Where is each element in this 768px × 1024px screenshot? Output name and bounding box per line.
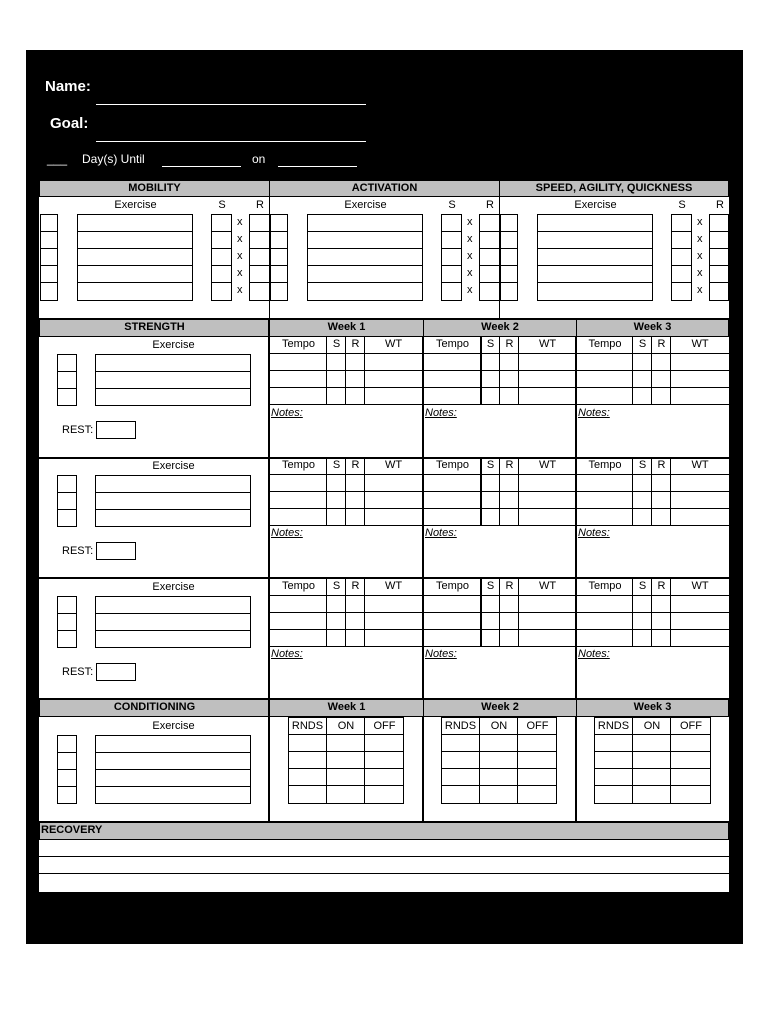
- sets-label: S: [638, 580, 647, 592]
- week2-header: Week 2: [423, 699, 577, 717]
- sets-label: S: [332, 580, 341, 592]
- exercise-column[interactable]: [537, 214, 653, 301]
- reps-label: R: [657, 338, 666, 350]
- gap: [692, 231, 709, 232]
- gap: [193, 282, 211, 283]
- mobility-exercise-label: Exercise: [114, 199, 157, 211]
- saq-reps-label: R: [716, 199, 724, 211]
- days-until-label: Day(s) Until: [82, 152, 145, 166]
- gap: [518, 265, 537, 266]
- exercise-column[interactable]: [95, 596, 251, 648]
- col-line: [326, 337, 327, 405]
- order-column[interactable]: [40, 214, 58, 301]
- off-label: OFF: [373, 720, 396, 732]
- row-line: [95, 786, 251, 787]
- saq-exercise-label: Exercise: [574, 199, 617, 211]
- tempo-label: Tempo: [435, 580, 470, 592]
- rest-input[interactable]: [96, 421, 136, 439]
- row-line: [57, 492, 77, 493]
- row-line: [95, 613, 251, 614]
- reps-label: R: [505, 459, 514, 471]
- conditioning-exercise-label: Exercise: [152, 720, 195, 732]
- strength-exercise-label: Exercise: [152, 339, 195, 351]
- divider: [268, 699, 270, 821]
- reps-label: R: [505, 580, 514, 592]
- x-mark: x: [237, 284, 243, 296]
- on-label: ON: [490, 720, 508, 732]
- row-line: [288, 734, 404, 735]
- col-line: [632, 579, 633, 647]
- col-line: [517, 717, 518, 804]
- block-divider: [39, 577, 729, 579]
- wt-label: WT: [538, 580, 557, 592]
- x-mark: x: [697, 233, 703, 245]
- activation-reps-label: R: [486, 199, 494, 211]
- mobility-reps-label: R: [256, 199, 264, 211]
- gap: [288, 265, 307, 266]
- rnds-label: RNDS: [444, 720, 477, 732]
- gap: [232, 248, 249, 249]
- order-column[interactable]: [270, 214, 288, 301]
- gap: [193, 265, 211, 266]
- exercise-column[interactable]: [95, 475, 251, 527]
- row-line: [594, 734, 711, 735]
- notes-label: Notes:: [578, 527, 610, 539]
- on-label: ON: [337, 720, 355, 732]
- sets-label: S: [332, 459, 341, 471]
- week3-header: Week 3: [576, 699, 729, 717]
- tempo-label: Tempo: [281, 580, 316, 592]
- gap: [58, 282, 77, 283]
- col-line: [480, 337, 482, 405]
- recovery-line[interactable]: [39, 840, 729, 857]
- week2-header: Week 2: [423, 319, 577, 337]
- reps-column[interactable]: [249, 214, 270, 301]
- gap: [462, 282, 479, 283]
- name-label: Name:: [45, 78, 91, 95]
- saq-header: SPEED, AGILITY, QUICKNESS: [499, 180, 729, 197]
- wt-label: WT: [538, 459, 557, 471]
- col-line: [345, 459, 346, 526]
- sets-label: S: [638, 338, 647, 350]
- tempo-label: Tempo: [435, 459, 470, 471]
- col-line: [326, 579, 327, 647]
- tempo-label: Tempo: [588, 580, 622, 592]
- rest-input[interactable]: [96, 542, 136, 560]
- row-line: [95, 371, 251, 372]
- gap: [232, 265, 249, 266]
- exercise-column[interactable]: [307, 214, 423, 301]
- date-field[interactable]: [278, 166, 357, 167]
- x-mark: x: [237, 233, 243, 245]
- x-mark: x: [697, 284, 703, 296]
- gap: [58, 248, 77, 249]
- on-label: on: [252, 152, 266, 166]
- x-mark: x: [237, 216, 243, 228]
- gap: [653, 265, 671, 266]
- wt-label: WT: [691, 580, 709, 592]
- row-line: [57, 388, 77, 389]
- activation-header: ACTIVATION: [269, 180, 500, 197]
- x-mark: x: [237, 267, 243, 279]
- reps-column[interactable]: [479, 214, 500, 301]
- gap: [288, 282, 307, 283]
- gap: [58, 231, 77, 232]
- reps-label: R: [657, 459, 666, 471]
- x-mark: x: [697, 267, 703, 279]
- col-line: [479, 717, 480, 804]
- tempo-label: Tempo: [281, 338, 316, 350]
- notes-label: Notes:: [271, 648, 303, 660]
- row-line: [441, 751, 557, 752]
- gap: [653, 231, 671, 232]
- col-line: [518, 337, 519, 405]
- x-mark: x: [697, 216, 703, 228]
- row-line: [95, 509, 251, 510]
- row-line: [57, 613, 77, 614]
- week1-header: Week 1: [269, 699, 424, 717]
- reps-label: R: [351, 580, 360, 592]
- goal-field[interactable]: [96, 141, 366, 142]
- rnds-label: RNDS: [597, 720, 630, 732]
- col-line: [364, 337, 365, 405]
- recovery-header: RECOVERY: [39, 822, 729, 840]
- col-line: [499, 459, 500, 526]
- col-line: [518, 459, 519, 526]
- gap: [692, 248, 709, 249]
- gap: [423, 231, 441, 232]
- row-line: [594, 785, 711, 786]
- gap: [518, 248, 537, 249]
- row-line: [57, 752, 77, 753]
- gap: [193, 248, 211, 249]
- row-line: [95, 769, 251, 770]
- strength-exercise-label: Exercise: [152, 581, 195, 593]
- row-line: [594, 768, 711, 769]
- rnds-label: RNDS: [291, 720, 324, 732]
- rest-input[interactable]: [96, 663, 136, 681]
- reps-label: R: [351, 459, 360, 471]
- rest-label: REST:: [62, 545, 94, 557]
- activation-exercise-label: Exercise: [344, 199, 387, 211]
- gap: [692, 265, 709, 266]
- rest-label: REST:: [62, 666, 94, 678]
- order-column[interactable]: [57, 475, 77, 527]
- tempo-label: Tempo: [435, 338, 470, 350]
- col-line: [670, 337, 671, 405]
- divider: [422, 717, 424, 821]
- col-line: [364, 579, 365, 647]
- recovery-line[interactable]: [39, 874, 729, 892]
- on-label: ON: [643, 720, 661, 732]
- gap: [423, 265, 441, 266]
- tempo-label: Tempo: [281, 459, 316, 471]
- sets-label: S: [486, 338, 495, 350]
- col-line: [326, 459, 327, 526]
- wt-label: WT: [384, 459, 403, 471]
- off-label: OFF: [526, 720, 549, 732]
- reps-label: R: [657, 580, 666, 592]
- x-mark: x: [467, 216, 473, 228]
- tempo-label: Tempo: [588, 338, 622, 350]
- rest-label: REST:: [62, 424, 94, 436]
- notes-label: Notes:: [578, 407, 610, 419]
- x-mark: x: [467, 267, 473, 279]
- col-line: [480, 459, 482, 526]
- row-line: [288, 785, 404, 786]
- tempo-label: Tempo: [588, 459, 622, 471]
- row-line: [57, 509, 77, 510]
- col-line: [518, 579, 519, 647]
- col-line: [499, 579, 500, 647]
- col-line: [480, 579, 482, 647]
- notes-label: Notes:: [578, 648, 610, 660]
- row-line: [95, 752, 251, 753]
- row-line: [594, 751, 711, 752]
- col-line: [651, 337, 652, 405]
- row-line: [441, 768, 557, 769]
- strength-exercise-label: Exercise: [152, 460, 195, 472]
- mobility-sets-label: S: [218, 199, 226, 211]
- row-line: [95, 492, 251, 493]
- row-line: [95, 388, 251, 389]
- mobility-header: MOBILITY: [39, 180, 270, 197]
- col-line: [632, 459, 633, 526]
- row-line: [441, 734, 557, 735]
- sets-label: S: [486, 580, 495, 592]
- gap: [288, 248, 307, 249]
- exercise-column[interactable]: [77, 214, 193, 301]
- gap: [653, 282, 671, 283]
- col-line: [345, 337, 346, 405]
- x-mark: x: [467, 233, 473, 245]
- x-mark: x: [467, 250, 473, 262]
- wt-label: WT: [691, 338, 709, 350]
- reps-label: R: [351, 338, 360, 350]
- col-line: [632, 717, 633, 804]
- recovery-line[interactable]: [39, 857, 729, 874]
- reps-column[interactable]: [709, 214, 729, 301]
- row-line: [288, 751, 404, 752]
- notes-label: Notes:: [425, 527, 457, 539]
- gap: [692, 282, 709, 283]
- wt-label: WT: [384, 580, 403, 592]
- x-mark: x: [467, 284, 473, 296]
- week3-header: Week 3: [576, 319, 729, 337]
- gap: [193, 231, 211, 232]
- name-field[interactable]: [96, 104, 366, 105]
- gap: [518, 231, 537, 232]
- sets-label: S: [486, 459, 495, 471]
- notes-label: Notes:: [425, 407, 457, 419]
- wt-label: WT: [691, 459, 709, 471]
- activation-sets-label: S: [448, 199, 456, 211]
- row-line: [95, 630, 251, 631]
- divider: [575, 717, 577, 821]
- order-column[interactable]: [500, 214, 518, 301]
- col-line: [670, 459, 671, 526]
- sets-label: S: [332, 338, 341, 350]
- order-column[interactable]: [57, 596, 77, 648]
- notes-label: Notes:: [425, 648, 457, 660]
- row-line: [57, 371, 77, 372]
- gap: [518, 282, 537, 283]
- order-column[interactable]: [57, 354, 77, 406]
- event-field[interactable]: [162, 166, 241, 167]
- col-line: [326, 717, 327, 804]
- sets-column[interactable]: [211, 214, 232, 301]
- exercise-column[interactable]: [95, 354, 251, 406]
- col-line: [651, 459, 652, 526]
- row-line: [57, 630, 77, 631]
- gap: [288, 231, 307, 232]
- gap: [462, 265, 479, 266]
- gap: [462, 231, 479, 232]
- col-line: [364, 717, 365, 804]
- col-line: [499, 337, 500, 405]
- gap: [423, 282, 441, 283]
- col-line: [364, 459, 365, 526]
- off-label: OFF: [680, 720, 702, 732]
- col-line: [670, 579, 671, 647]
- wt-label: WT: [384, 338, 403, 350]
- reps-label: R: [505, 338, 514, 350]
- gap: [423, 248, 441, 249]
- row-line: [288, 768, 404, 769]
- row-line: [57, 769, 77, 770]
- col-line: [632, 337, 633, 405]
- wt-label: WT: [538, 338, 557, 350]
- x-mark: x: [697, 250, 703, 262]
- days-blank[interactable]: ___: [47, 152, 68, 166]
- gap: [232, 282, 249, 283]
- sets-label: S: [638, 459, 647, 471]
- col-line: [651, 579, 652, 647]
- col-line: [345, 579, 346, 647]
- notes-label: Notes:: [271, 527, 303, 539]
- notes-label: Notes:: [271, 407, 303, 419]
- gap: [58, 265, 77, 266]
- conditioning-header: CONDITIONING: [39, 699, 270, 717]
- strength-header: STRENGTH: [39, 319, 270, 337]
- col-line: [670, 717, 671, 804]
- row-line: [57, 786, 77, 787]
- x-mark: x: [237, 250, 243, 262]
- row-line: [441, 785, 557, 786]
- gap: [232, 231, 249, 232]
- sets-column[interactable]: [671, 214, 692, 301]
- sets-column[interactable]: [441, 214, 462, 301]
- goal-label: Goal:: [50, 115, 89, 132]
- gap: [462, 248, 479, 249]
- week1-header: Week 1: [269, 319, 424, 337]
- saq-sets-label: S: [678, 199, 686, 211]
- gap: [653, 248, 671, 249]
